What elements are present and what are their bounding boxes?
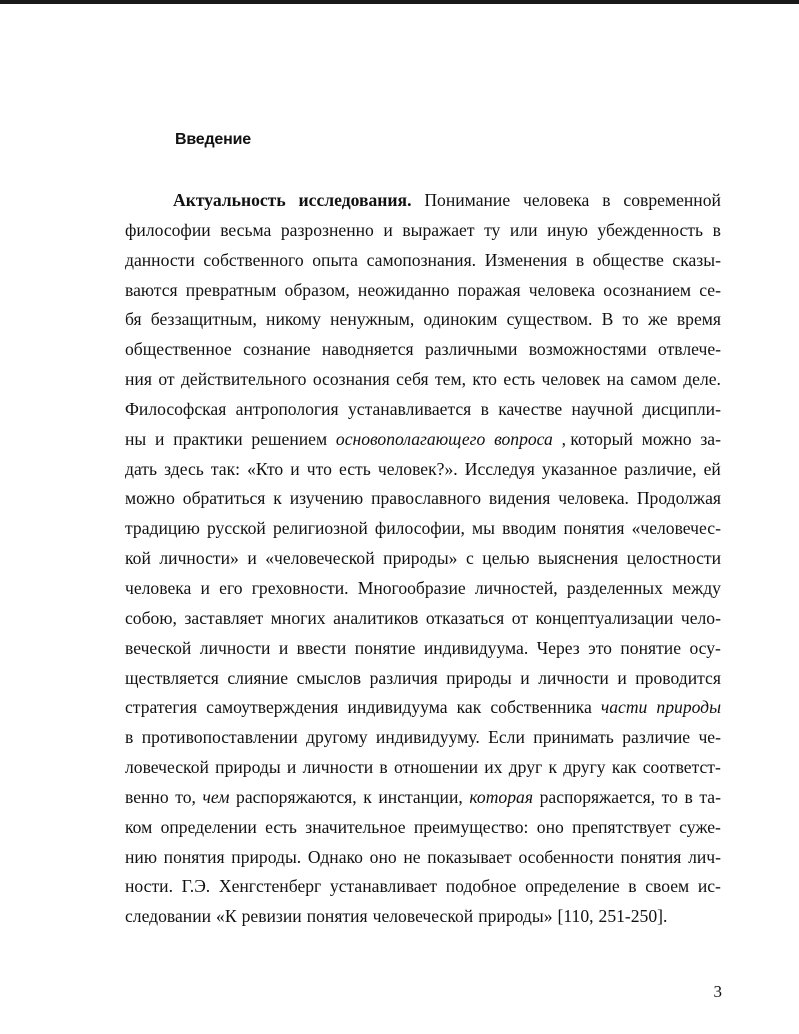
word: распоряжаются, <box>236 786 357 807</box>
word: ния <box>125 369 152 390</box>
word: греховности. <box>251 577 349 598</box>
word: 251-250]. <box>598 906 668 927</box>
text-line <box>125 395 721 425</box>
word: определение <box>525 876 620 897</box>
word: различие, <box>624 458 697 479</box>
word: дисципли- <box>642 398 721 419</box>
word: следовании <box>125 906 212 927</box>
word: Понимание <box>424 190 511 210</box>
word: распоряжается, <box>539 786 656 807</box>
word: в <box>379 757 388 778</box>
word: выяснения <box>537 548 619 569</box>
word: в <box>628 876 637 897</box>
word: личностей, <box>474 577 558 598</box>
word: «человечес- <box>631 518 721 539</box>
word: видения <box>488 488 551 509</box>
word: отношении <box>393 757 479 778</box>
word: сказы- <box>672 249 721 270</box>
word: целью <box>482 548 530 569</box>
text-line <box>125 574 721 604</box>
word: разрозненно <box>280 219 374 240</box>
text-line <box>125 425 721 455</box>
word: в <box>684 786 693 807</box>
text-line <box>125 365 721 395</box>
word: обществе <box>592 249 664 270</box>
word: то <box>622 309 639 330</box>
word: неожиданно <box>357 279 450 300</box>
word: кой <box>125 548 151 569</box>
word: собственника <box>490 697 592 718</box>
text-line <box>125 455 721 485</box>
word: указанное <box>541 458 618 479</box>
word: человека <box>528 279 596 300</box>
word: лич- <box>688 846 721 867</box>
word: ществляется <box>125 667 219 688</box>
word: собою, <box>125 607 177 628</box>
word: научной <box>571 398 634 419</box>
page-number: 3 <box>713 982 722 1001</box>
word: не <box>403 846 421 867</box>
word: Хенгстенберг <box>218 876 322 897</box>
word: значительное <box>305 816 406 837</box>
word: то <box>661 786 678 807</box>
word: человека <box>125 577 192 598</box>
body-paragraph <box>125 186 721 932</box>
word: обратиться <box>182 488 266 509</box>
word: с <box>465 548 474 569</box>
word: здесь <box>164 458 204 479</box>
word: оно <box>369 846 397 867</box>
word: одиноким <box>423 309 498 330</box>
word: вопроса <box>494 428 553 449</box>
text-line <box>125 514 721 544</box>
word: противопоставлении <box>141 727 298 748</box>
word: концептуализации <box>535 607 674 628</box>
word: нию <box>125 846 157 867</box>
word: «Кто <box>247 458 284 479</box>
word: дать <box>125 458 158 479</box>
word: различия <box>369 667 438 688</box>
word: превратным <box>185 279 277 300</box>
word: ловеческой <box>125 757 209 778</box>
word: к <box>273 488 282 509</box>
word: и <box>383 219 393 240</box>
word: понятия <box>163 846 225 867</box>
word: индивидуума <box>347 697 448 718</box>
text-line <box>125 544 721 574</box>
word: человека. <box>558 488 629 509</box>
word: понятия <box>306 906 368 927</box>
word: инстанции, <box>378 786 463 807</box>
word: Актуальность <box>173 190 286 210</box>
word: так: <box>210 458 241 479</box>
scan-top-border <box>0 0 799 4</box>
word: самом <box>630 369 677 390</box>
word: ту <box>484 219 501 240</box>
word: природы <box>215 757 281 778</box>
word: вводим <box>502 518 557 539</box>
word: природы <box>446 667 512 688</box>
word: в <box>575 249 585 270</box>
word: его <box>219 577 243 598</box>
text-line <box>125 335 721 365</box>
word: мы <box>472 518 496 539</box>
word: их <box>484 757 503 778</box>
word: преимущество: <box>413 816 529 837</box>
word: друг <box>508 757 543 778</box>
word: действительного <box>180 369 307 390</box>
word: различие <box>622 727 691 748</box>
word: человеческой <box>372 906 474 927</box>
word: «К <box>216 906 237 927</box>
word: заставляет <box>184 607 264 628</box>
word: или <box>509 219 538 240</box>
section-heading: Введение <box>175 131 251 148</box>
word: кто <box>472 369 497 390</box>
word: устанавливает <box>329 876 438 897</box>
word: аналитиков <box>333 607 419 628</box>
word: слияние <box>227 667 289 688</box>
word: опыта <box>312 249 358 270</box>
word: и <box>290 458 300 479</box>
word: природы <box>656 697 721 718</box>
word: и <box>200 577 210 598</box>
word: принимать <box>533 727 614 748</box>
word: на <box>606 369 624 390</box>
word: выражает <box>402 219 475 240</box>
word: религиозной <box>272 518 368 539</box>
word: Через <box>536 637 580 658</box>
word: себя <box>396 369 429 390</box>
word: антропология <box>235 398 339 419</box>
word: ком <box>125 816 153 837</box>
word: определении <box>160 816 257 837</box>
word: препятствует <box>572 816 671 837</box>
word: исследования. <box>298 190 412 210</box>
word: , который <box>561 428 633 449</box>
word: понятие <box>354 637 416 658</box>
word: природы. <box>231 846 302 867</box>
word: личности <box>538 667 609 688</box>
word: существом. <box>506 309 593 330</box>
text-line <box>125 813 721 843</box>
word: ввести <box>296 637 347 658</box>
word: Однако <box>307 846 363 867</box>
word: личности» <box>159 548 239 569</box>
word: можно <box>641 428 692 449</box>
word: от <box>158 369 175 390</box>
word: можно <box>125 488 175 509</box>
text-line <box>125 484 721 514</box>
word: ненужным, <box>330 309 415 330</box>
word: как <box>611 757 637 778</box>
word: деле. <box>683 369 721 390</box>
word: как <box>456 697 482 718</box>
word: за- <box>700 428 721 449</box>
text-line <box>125 634 721 664</box>
word: различными <box>425 339 518 360</box>
word: понятие <box>620 637 682 658</box>
word: Философская <box>125 398 227 419</box>
word: осознания <box>312 369 390 390</box>
word: подобное <box>445 876 517 897</box>
text-line <box>125 843 721 873</box>
word: человек?». <box>377 458 458 479</box>
word: Изменения <box>484 249 568 270</box>
word: общественное <box>125 339 232 360</box>
word: другому <box>306 727 368 748</box>
word: и <box>247 548 257 569</box>
word: В <box>601 309 614 330</box>
text-line <box>125 276 721 306</box>
word: целостности <box>626 548 721 569</box>
word: веческой <box>125 637 192 658</box>
word: которая <box>469 786 534 807</box>
word: изучению <box>289 488 364 509</box>
word: Продолжая <box>636 488 721 509</box>
word: между <box>672 577 721 598</box>
word: то, <box>175 786 196 807</box>
text-line <box>125 246 721 276</box>
word: в <box>712 219 721 240</box>
word: ны <box>125 428 147 449</box>
word: собственного <box>203 249 304 270</box>
word: ревизии <box>241 906 302 927</box>
word: православного <box>371 488 481 509</box>
word: человека <box>523 190 590 210</box>
word: никому <box>266 309 321 330</box>
text-line <box>125 186 721 216</box>
word: философии <box>125 219 211 240</box>
word: суже- <box>679 816 721 837</box>
word: наводняется <box>321 339 414 360</box>
text-line <box>125 604 721 634</box>
word: и <box>617 667 627 688</box>
word: традицию <box>125 518 200 539</box>
word: особенности <box>518 846 614 867</box>
word: бя <box>125 309 142 330</box>
word: иную <box>547 219 588 240</box>
text-line <box>125 902 721 932</box>
word: отказаться <box>425 607 505 628</box>
word: убежденность <box>597 219 704 240</box>
word: че- <box>698 727 721 748</box>
word: есть <box>265 816 297 837</box>
word: «человеческой <box>265 548 375 569</box>
word: же <box>647 309 668 330</box>
word: решением <box>251 428 328 449</box>
word: та- <box>699 786 721 807</box>
word: ей <box>703 458 721 479</box>
text-line <box>125 872 721 902</box>
word: есть <box>503 369 536 390</box>
word: возможностями <box>528 339 647 360</box>
word: Г.Э. <box>181 876 211 897</box>
word: венно <box>125 786 169 807</box>
word: се- <box>699 279 721 300</box>
word: в <box>480 398 489 419</box>
word: тем, <box>434 369 466 390</box>
word: показывает <box>427 846 512 867</box>
word: личности <box>302 757 374 778</box>
word: природы» <box>383 548 458 569</box>
word: и <box>278 637 289 658</box>
word: чело- <box>680 607 721 628</box>
word: и <box>155 428 165 449</box>
word: есть <box>338 458 371 479</box>
word: образом, <box>284 279 350 300</box>
word: части <box>600 697 648 718</box>
word: устанавливается <box>347 398 472 419</box>
word: чем <box>202 786 230 807</box>
word: человек <box>541 369 601 390</box>
word: философии, <box>374 518 465 539</box>
text-line <box>125 753 721 783</box>
word: смыслов <box>296 667 362 688</box>
word: другу <box>563 757 606 778</box>
word: осу- <box>689 637 721 658</box>
text-line <box>125 216 721 246</box>
word: природы» <box>478 906 553 927</box>
word: и <box>520 667 530 688</box>
word: многих <box>270 607 326 628</box>
word: от <box>511 607 529 628</box>
text-line <box>125 723 721 753</box>
text-line <box>125 783 721 813</box>
word: Если <box>488 727 525 748</box>
word: основополагающего <box>335 428 486 449</box>
word: отвлече- <box>658 339 721 360</box>
word: разделенных <box>566 577 663 598</box>
word: это <box>588 637 612 658</box>
word: самопознания. <box>366 249 477 270</box>
text-line <box>125 693 721 723</box>
word: самоутверждения <box>206 697 339 718</box>
word: ности. <box>125 876 173 897</box>
word: практики <box>173 428 243 449</box>
word: личности <box>199 637 271 658</box>
word: [110, <box>557 906 594 927</box>
word: современной <box>623 190 721 210</box>
word: время <box>676 309 721 330</box>
word: индивидуума. <box>423 637 529 658</box>
word: к <box>363 786 372 807</box>
word: понятия <box>563 518 625 539</box>
word: и <box>286 757 297 778</box>
word: ис- <box>697 876 721 897</box>
word: проводится <box>635 667 721 688</box>
word: поражая <box>457 279 521 300</box>
word: что <box>306 458 332 479</box>
word: к <box>548 757 558 778</box>
word: своем <box>645 876 690 897</box>
word: качестве <box>498 398 563 419</box>
word: беззащитным, <box>150 309 257 330</box>
word: весьма <box>220 219 272 240</box>
word: осознанием <box>603 279 692 300</box>
word: данности <box>125 249 195 270</box>
word: Многообразие <box>357 577 466 598</box>
text-line <box>125 305 721 335</box>
word: стратегия <box>125 697 198 718</box>
word: в <box>602 190 611 210</box>
word: оно <box>536 816 564 837</box>
word: индивидууму. <box>375 727 480 748</box>
word: в <box>125 727 134 748</box>
word: Исследуя <box>464 458 535 479</box>
word: сознание <box>243 339 311 360</box>
word: понятия <box>620 846 682 867</box>
text-line <box>125 664 721 694</box>
word: русской <box>206 518 266 539</box>
word: соответст- <box>642 757 721 778</box>
word: ваются <box>125 279 178 300</box>
